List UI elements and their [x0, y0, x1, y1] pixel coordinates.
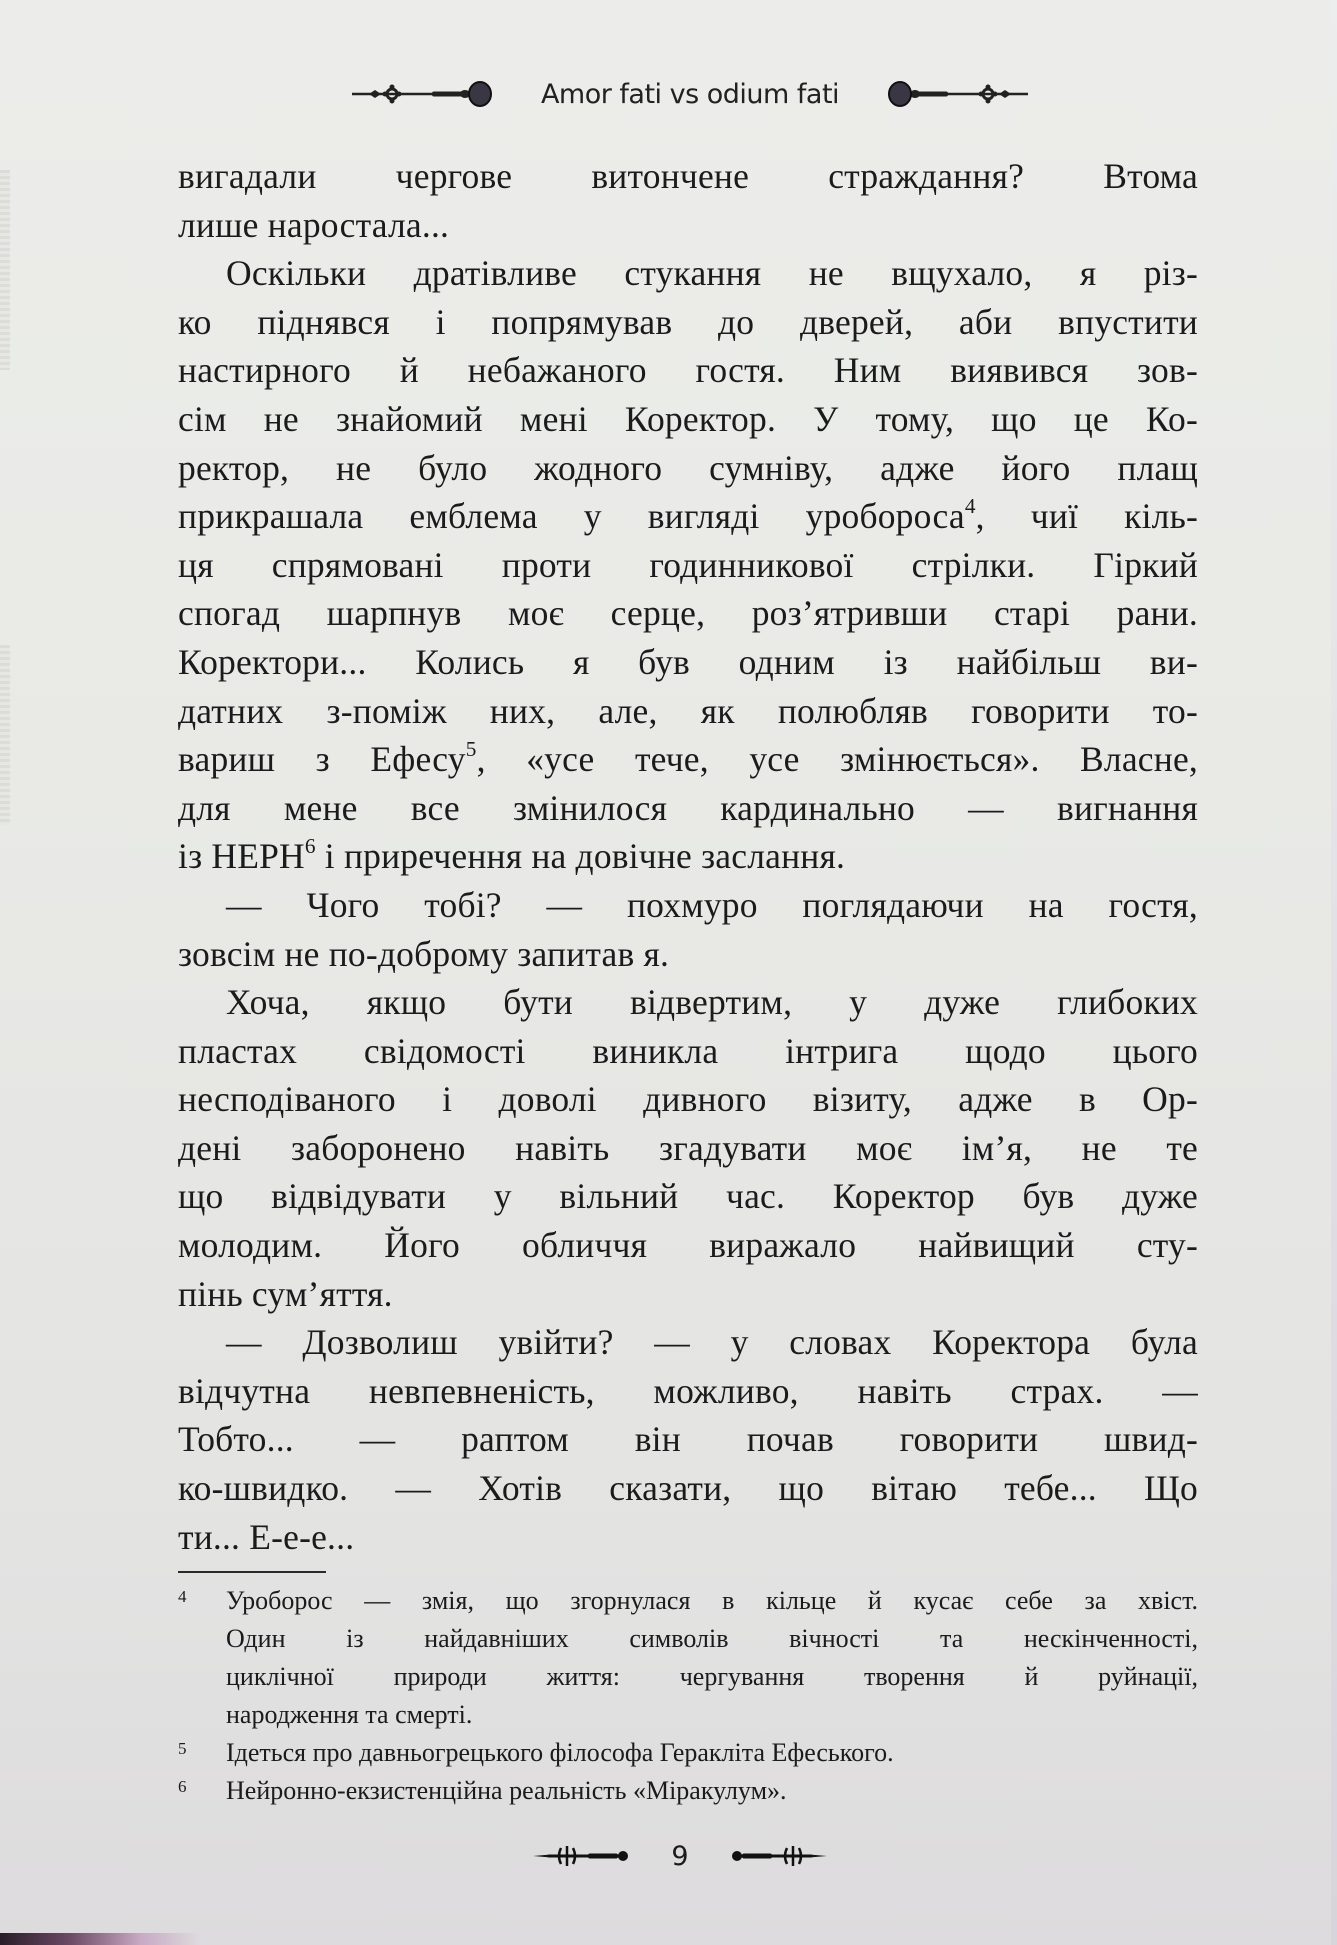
page-right-edge: [1331, 0, 1337, 1945]
page-footer: [520, 1836, 840, 1876]
text-fragment: вариш з Ефесу: [178, 739, 466, 780]
footnote-line: народження та смерті.: [226, 1700, 473, 1729]
text-line: пінь сум’яття.: [178, 1273, 393, 1314]
paragraph-start-line: Хоча, якщо бути відвертим, у дуже глибоких: [226, 982, 1198, 1023]
footnote-separator: [178, 1571, 326, 1573]
text-line: ко піднявся і попрямував до дверей, аби впустити: [178, 301, 1198, 342]
text-line: ректор, не було жодного сумніву, адже його плащ: [178, 447, 1198, 488]
text-fragment: із НЕРН: [178, 836, 305, 877]
footnote-6: [178, 1772, 1198, 1810]
clock-hand-ornament-left-icon: [347, 79, 497, 109]
footnote-number: 5: [178, 1739, 187, 1758]
text-line: Тобто... — раптом він почав говорити швид-: [178, 1419, 1198, 1460]
body-text: [178, 152, 1198, 1561]
text-line: датних з-поміж них, але, як полюбляв говорити то-: [178, 690, 1198, 731]
footnote-text: [226, 1734, 1198, 1772]
footnote-5: [178, 1734, 1198, 1772]
text-line: молодим. Його обличчя виражало найвищий сту-: [178, 1225, 1198, 1266]
clock-hand-ornament-right-icon: [883, 79, 1033, 109]
book-cover-shadow: [0, 1933, 200, 1945]
text-fragment: і приречення на довічне заслання.: [315, 836, 846, 877]
footnote-number: 4: [178, 1587, 187, 1606]
text-line-with-footnote: [178, 492, 1198, 541]
footnote-line: Уроборос — змія, що згорнулася в кільце й кусає себе за хвіст.: [226, 1586, 1198, 1615]
text-line: ця спрямовані проти годинникової стрілки. Гіркий: [178, 544, 1198, 585]
footnote-4: [178, 1582, 1198, 1734]
text-fragment: , чиї кіль-: [975, 496, 1198, 537]
text-line: дені заборонено навіть згадувати моє ім’я, не те: [178, 1127, 1198, 1168]
adjacent-page-edge: [0, 645, 10, 825]
trident-ornament-right-icon: [727, 1842, 827, 1870]
footnote-line: Ідеться про давньогрецького філософа Геракліта Ефеського.: [226, 1738, 894, 1767]
text-line: несподіваного і доволі дивного візиту, адже в Ор-: [178, 1079, 1198, 1120]
text-line: настирного й небажаного гостя. Ним виявився зов-: [178, 350, 1198, 391]
text-line: ти... Е-е-е...: [178, 1516, 355, 1557]
footnote-line: Нейронно-екзистенційна реальність «Міракулум».: [226, 1776, 787, 1805]
footnote-ref-5[interactable]: 5: [465, 737, 477, 762]
footnote-ref-6[interactable]: 6: [304, 834, 316, 859]
text-line: спогад шарпнув моє серце, роз’ятривши старі рани.: [178, 593, 1198, 634]
running-header: [320, 72, 1060, 116]
text-line-with-footnote: [178, 832, 1198, 881]
footnote-line: циклічної природи життя: чергування творення й руйнації,: [226, 1662, 1198, 1691]
page-number: 9: [671, 1840, 689, 1872]
paragraph-start-line: — Дозволиш увійти? — у словах Коректора була: [226, 1322, 1198, 1363]
text-line: відчутна невпевненість, можливо, навіть страх. —: [178, 1370, 1198, 1411]
text-line: вигадали чергове витончене страждання? Втома: [178, 156, 1198, 196]
text-line: для мене все змінилося кардинально — вигнання: [178, 787, 1198, 828]
text-fragment: прикрашала емблема у вигляді уробороса: [178, 496, 965, 537]
text-line: пластах свідомості виникла інтрига щодо цього: [178, 1030, 1198, 1071]
footnotes: [178, 1582, 1198, 1810]
footnote-ref-4[interactable]: 4: [964, 494, 976, 519]
trident-ornament-left-icon: [533, 1842, 633, 1870]
text-fragment: , «усе тече, усе змінюється». Власне,: [476, 739, 1198, 780]
footnote-line: Один із найдавніших символів вічності та нескінченності,: [226, 1624, 1198, 1653]
footnote-number: 6: [178, 1777, 187, 1796]
text-line: Коректори... Колись я був одним із найбільш ви-: [178, 641, 1198, 682]
paragraph-start-line: — Чого тобі? — похмуро поглядаючи на гостя,: [226, 884, 1198, 925]
adjacent-page-edge: [0, 170, 10, 370]
footnote-text: [226, 1772, 1198, 1810]
text-line: лише наростала...: [178, 204, 450, 245]
text-line-with-footnote: [178, 735, 1198, 784]
running-title: Amor fati vs odium fati: [540, 78, 840, 110]
footnote-text: [226, 1582, 1198, 1734]
text-line: сім не знайомий мені Коректор. У тому, що це Ко-: [178, 398, 1198, 439]
text-line: що відвідувати у вільний час. Коректор був дуже: [178, 1176, 1198, 1217]
text-line: зовсім не по-доброму запитав я.: [178, 933, 670, 974]
text-line: ко-швидко. — Хотів сказати, що вітаю тебе... Що: [178, 1468, 1198, 1509]
paragraph-start-line: Оскільки дратівливе стукання не вщухало, я різ-: [226, 253, 1198, 294]
